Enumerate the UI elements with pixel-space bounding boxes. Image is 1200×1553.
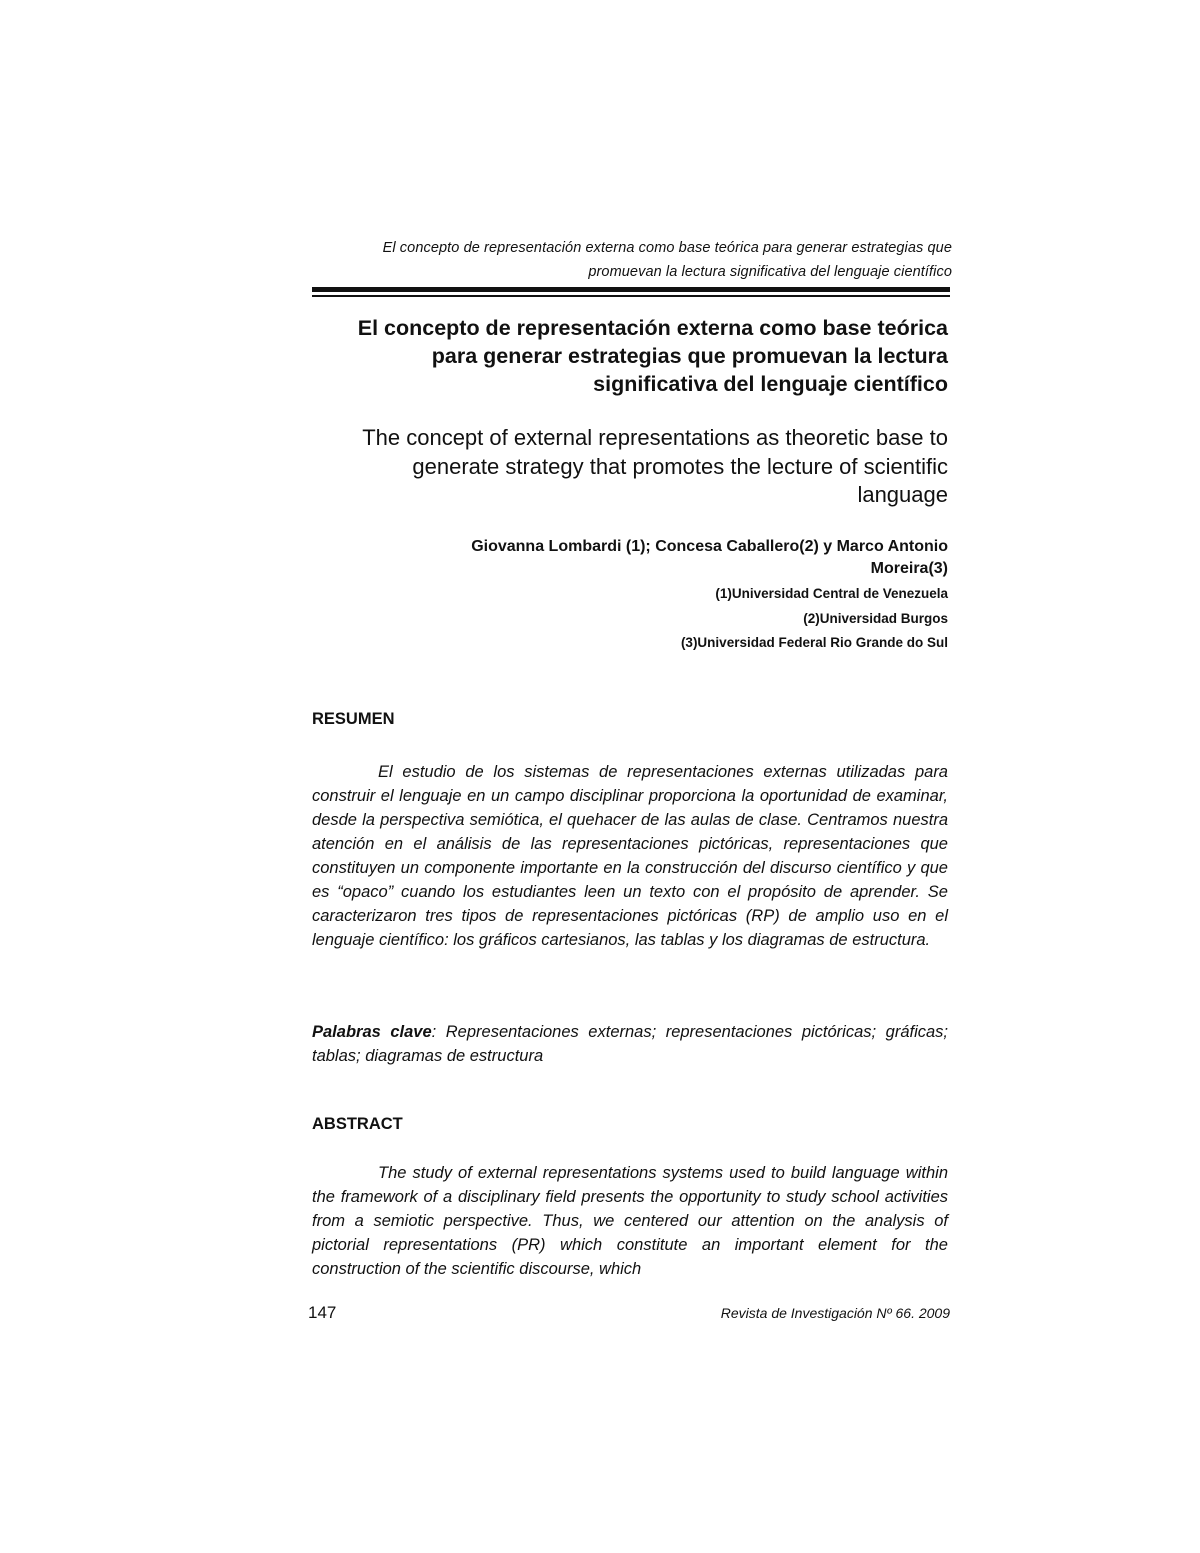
resumen-text: El estudio de los sistemas de representaciones externas utilizadas para construir el lenguaje en un campo disciplinar proporciona la oportunidad de examinar, desde la perspectiva semiótica, el quehacer de las aulas de clase. Centramos nuestra atención en el análisis de las representaciones pictóricas, representaciones que constituyen un componente importante en la construcción del discurso científico y que es “opaco” cuando los estudiantes leen un texto con el propósito de aprender. Se caracterizaron tres tipos de representaciones pictóricas (RP) de amplio uso en el lenguaje científico: los gráficos cartesianos, las tablas y los diagramas de estructura. bbox=[312, 763, 948, 949]
journal-footer: Revista de Investigación Nº 66. 2009 bbox=[720, 1305, 950, 1321]
resumen-body bbox=[312, 760, 948, 952]
affiliation-1: (1)Universidad Central de Venezuela bbox=[715, 586, 948, 601]
page-number: 147 bbox=[308, 1303, 337, 1322]
keywords bbox=[312, 1020, 948, 1068]
resumen-heading: RESUMEN bbox=[312, 710, 395, 728]
running-header bbox=[310, 236, 952, 284]
abstract-body bbox=[312, 1161, 948, 1281]
header-rule-thin bbox=[312, 295, 950, 297]
authors: Giovanna Lombardi (1); Concesa Caballero(2) y Marco Antonio Moreira(3) bbox=[471, 538, 948, 577]
affiliations bbox=[420, 582, 948, 656]
abstract-heading: ABSTRACT bbox=[312, 1115, 403, 1133]
running-header-line-1: El concepto de representación externa como base teórica para generar estrategias que bbox=[382, 240, 952, 256]
keywords-text: : Representaciones externas; representaciones pictóricas; gráficas; tablas; diagramas de estructura bbox=[312, 1023, 949, 1065]
title-english: The concept of external representations as theoretic base to generate strategy that promotes the lecture of scientific language bbox=[362, 425, 948, 507]
header-rule-thick bbox=[312, 287, 950, 292]
title-spanish: El concepto de representación externa como base teórica para generar estrategias que promuevan la lectura significativa del lenguaje científico bbox=[357, 316, 948, 396]
affiliation-2: (2)Universidad Burgos bbox=[803, 610, 948, 626]
running-header-line-2: promuevan la lectura significativa del lenguaje científico bbox=[588, 264, 952, 280]
affiliation-3: (3)Universidad Federal Rio Grande do Sul bbox=[680, 635, 948, 650]
abstract-text: The study of external representations systems used to build language within the framework of a disciplinary field presents the opportunity to study school activities from a semiotic perspective. Thus, we centered our attention on the analysis of pictorial representations (PR) which constitute an important element for the construction of the scientific discourse, which bbox=[312, 1164, 948, 1278]
keywords-label: Palabras clave bbox=[312, 1023, 432, 1041]
